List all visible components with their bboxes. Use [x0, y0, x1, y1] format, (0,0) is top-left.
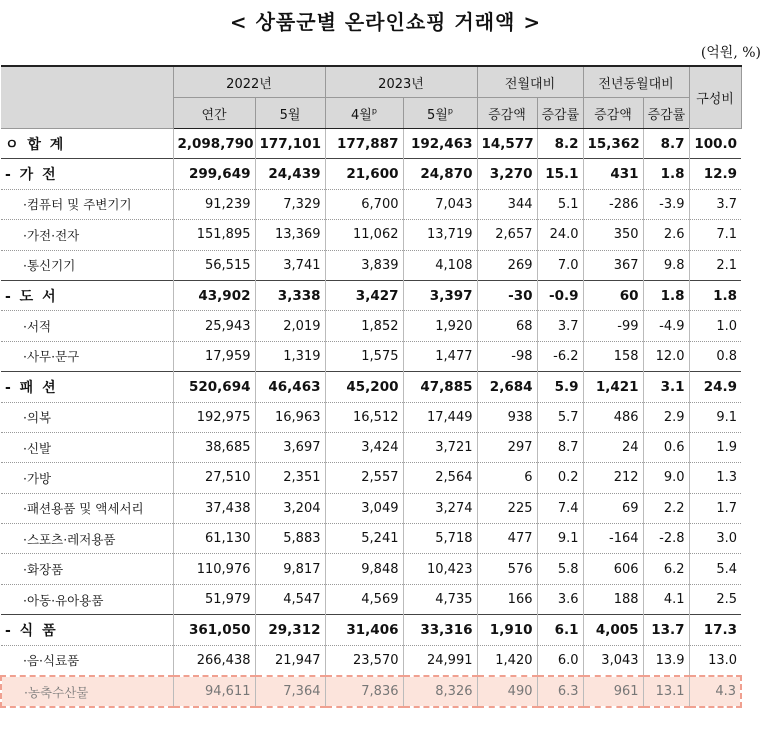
table-cell: 3,270 — [477, 159, 537, 189]
table-cell: 7,836 — [325, 676, 403, 707]
table-cell: 2.5 — [689, 584, 741, 614]
table-cell: 192,463 — [403, 129, 477, 159]
table-row — [1, 311, 741, 341]
header-yoy: 전년동월대비 — [583, 66, 689, 98]
row-label: ·가전·전자 — [1, 220, 173, 250]
table-cell: 24,439 — [255, 159, 325, 189]
table-row — [1, 615, 741, 645]
table-cell: 576 — [477, 554, 537, 584]
table-cell: 0.8 — [689, 341, 741, 371]
table-row — [1, 584, 741, 614]
table-cell: 166 — [477, 584, 537, 614]
table-cell: 12.9 — [689, 159, 741, 189]
table-cell: 2,019 — [255, 311, 325, 341]
table-cell: -2.8 — [643, 524, 689, 554]
table-cell: 2.2 — [643, 493, 689, 523]
table-cell: 1,920 — [403, 311, 477, 341]
header-may-2023: 5월$^p$ — [403, 98, 477, 129]
table-cell: 4,735 — [403, 584, 477, 614]
table-cell: 5,241 — [325, 524, 403, 554]
table-cell: 17.3 — [689, 615, 741, 645]
table-cell: 100.0 — [689, 129, 741, 159]
table-cell: 2,098,790 — [173, 129, 255, 159]
table-cell: 4.3 — [689, 676, 741, 707]
table-row — [1, 341, 741, 371]
table-cell: 9.8 — [643, 250, 689, 280]
header-2023: 2023년 — [325, 66, 477, 98]
table-row — [1, 524, 741, 554]
table-cell: 9.1 — [537, 524, 583, 554]
table-cell: 29,312 — [255, 615, 325, 645]
table-cell: 1,319 — [255, 341, 325, 371]
row-label: ·가방 — [1, 463, 173, 493]
table-cell: 431 — [583, 159, 643, 189]
table-cell: 3,397 — [403, 280, 477, 310]
row-label: ·사무·문구 — [1, 341, 173, 371]
table-cell: 43,902 — [173, 280, 255, 310]
unit-label: (억원, %) — [700, 45, 761, 61]
table-cell: 7,329 — [255, 189, 325, 219]
table-cell: 3,043 — [583, 645, 643, 676]
table-cell: 69 — [583, 493, 643, 523]
table-row — [1, 280, 741, 310]
table-cell: 21,600 — [325, 159, 403, 189]
header-yoy-amount: 증감액 — [583, 98, 643, 129]
table-cell: 7.4 — [537, 493, 583, 523]
table-cell: 8,326 — [403, 676, 477, 707]
row-label: ·스포츠·레저용품 — [1, 524, 173, 554]
table-row — [1, 554, 741, 584]
table-cell: 7.0 — [537, 250, 583, 280]
table-cell: 177,887 — [325, 129, 403, 159]
table-row — [1, 493, 741, 523]
table-cell: 486 — [583, 402, 643, 432]
table-cell: 13,369 — [255, 220, 325, 250]
table-cell: 1.9 — [689, 432, 741, 462]
table-cell: 6,700 — [325, 189, 403, 219]
table-cell: 12.0 — [643, 341, 689, 371]
row-label: ·패션용품 및 액세서리 — [1, 493, 173, 523]
header-yoy-rate: 증감률 — [643, 98, 689, 129]
table-cell: 7,364 — [255, 676, 325, 707]
table-cell: 1,852 — [325, 311, 403, 341]
table-cell: 4.1 — [643, 584, 689, 614]
table-cell: 520,694 — [173, 372, 255, 402]
table-cell: 1.0 — [689, 311, 741, 341]
table-cell: 68 — [477, 311, 537, 341]
table-cell: 5.9 — [537, 372, 583, 402]
table-cell: 192,975 — [173, 402, 255, 432]
table-cell: 37,438 — [173, 493, 255, 523]
table-cell: -164 — [583, 524, 643, 554]
table-cell: 299,649 — [173, 159, 255, 189]
table-cell: 6.2 — [643, 554, 689, 584]
table-cell: 3.7 — [689, 189, 741, 219]
table-row — [1, 372, 741, 402]
table-cell: 5.7 — [537, 402, 583, 432]
table-cell: 1,420 — [477, 645, 537, 676]
table-cell: 297 — [477, 432, 537, 462]
row-label: ·음·식료품 — [1, 645, 173, 676]
table-cell: 3,424 — [325, 432, 403, 462]
table-cell: 15,362 — [583, 129, 643, 159]
table-cell: 27,510 — [173, 463, 255, 493]
table-cell: 3,338 — [255, 280, 325, 310]
table-cell: 17,449 — [403, 402, 477, 432]
header-mom-amount: 증감액 — [477, 98, 537, 129]
table-cell: 9,848 — [325, 554, 403, 584]
header-2022: 2022년 — [173, 66, 325, 98]
table-cell: 961 — [583, 676, 643, 707]
table-cell: 5.4 — [689, 554, 741, 584]
table-row — [1, 250, 741, 280]
table-cell: 23,570 — [325, 645, 403, 676]
table-row — [1, 402, 741, 432]
table-cell: 7.1 — [689, 220, 741, 250]
table-cell: 225 — [477, 493, 537, 523]
header-mom: 전월대비 — [477, 66, 583, 98]
table-cell: 4,547 — [255, 584, 325, 614]
table-row — [1, 129, 741, 159]
table-cell: 2,684 — [477, 372, 537, 402]
table-cell: 1.3 — [689, 463, 741, 493]
table-cell: 21,947 — [255, 645, 325, 676]
table-cell: 1.8 — [643, 280, 689, 310]
table-cell: 3,049 — [325, 493, 403, 523]
row-label: ·컴퓨터 및 주변기기 — [1, 189, 173, 219]
table-cell: 0.6 — [643, 432, 689, 462]
table-cell: 33,316 — [403, 615, 477, 645]
table-cell: 350 — [583, 220, 643, 250]
table-cell: 6.0 — [537, 645, 583, 676]
row-label: - 도 서 — [1, 280, 173, 310]
table-cell: 3,697 — [255, 432, 325, 462]
table-cell: 177,101 — [255, 129, 325, 159]
table-cell: 2,564 — [403, 463, 477, 493]
table-cell: 24,870 — [403, 159, 477, 189]
table-cell: 2,657 — [477, 220, 537, 250]
table-cell: 2.9 — [643, 402, 689, 432]
table-cell: -98 — [477, 341, 537, 371]
table-cell: 361,050 — [173, 615, 255, 645]
table-cell: 51,979 — [173, 584, 255, 614]
row-label: ·화장품 — [1, 554, 173, 584]
table-cell: 9,817 — [255, 554, 325, 584]
table-cell: 1.8 — [689, 280, 741, 310]
table-cell: 31,406 — [325, 615, 403, 645]
table-cell: 8.2 — [537, 129, 583, 159]
table-cell: 3,427 — [325, 280, 403, 310]
table-cell: 9.1 — [689, 402, 741, 432]
table-cell: 15.1 — [537, 159, 583, 189]
table-cell: 1,910 — [477, 615, 537, 645]
table-cell: 938 — [477, 402, 537, 432]
table-cell: 9.0 — [643, 463, 689, 493]
shopping-transaction-table — [0, 65, 742, 708]
row-label: - 가 전 — [1, 159, 173, 189]
table-cell: 11,062 — [325, 220, 403, 250]
table-cell: 24 — [583, 432, 643, 462]
table-cell: -0.9 — [537, 280, 583, 310]
table-cell: 2.1 — [689, 250, 741, 280]
header-mom-rate: 증감률 — [537, 98, 583, 129]
table-cell: 1,477 — [403, 341, 477, 371]
table-cell: 60 — [583, 280, 643, 310]
table-cell: 3,839 — [325, 250, 403, 280]
table-cell: 367 — [583, 250, 643, 280]
row-label: ·통신기기 — [1, 250, 173, 280]
row-label: ·농축수산물 — [1, 676, 173, 707]
table-cell: 17,959 — [173, 341, 255, 371]
table-cell: 344 — [477, 189, 537, 219]
table-row — [1, 189, 741, 219]
table-cell: 13.1 — [643, 676, 689, 707]
table-cell: 2.6 — [643, 220, 689, 250]
row-label: ㅇ 합 계 — [1, 129, 173, 159]
row-label: - 패 션 — [1, 372, 173, 402]
table-row — [1, 220, 741, 250]
header-annual: 연간 — [173, 98, 255, 129]
table-cell: 38,685 — [173, 432, 255, 462]
row-label: ·서적 — [1, 311, 173, 341]
table-cell: 5.8 — [537, 554, 583, 584]
table-cell: 212 — [583, 463, 643, 493]
table-cell: 158 — [583, 341, 643, 371]
table-row — [1, 463, 741, 493]
header-apr-2023: 4월$^p$ — [325, 98, 403, 129]
table-cell: 0.2 — [537, 463, 583, 493]
table-cell: 5,718 — [403, 524, 477, 554]
row-label: - 식 품 — [1, 615, 173, 645]
table-cell: 46,463 — [255, 372, 325, 402]
table-cell: 5,883 — [255, 524, 325, 554]
table-cell: 266,438 — [173, 645, 255, 676]
table-cell: -286 — [583, 189, 643, 219]
table-cell: 3.0 — [689, 524, 741, 554]
table-cell: 2,351 — [255, 463, 325, 493]
table-cell: 24.0 — [537, 220, 583, 250]
header-may-2022: 5월 — [255, 98, 325, 129]
table-cell: 16,512 — [325, 402, 403, 432]
table-cell: 1.8 — [643, 159, 689, 189]
table-cell: 3.6 — [537, 584, 583, 614]
table-cell: -99 — [583, 311, 643, 341]
table-cell: 3,721 — [403, 432, 477, 462]
row-label: ·아동·유아용품 — [1, 584, 173, 614]
table-cell: -30 — [477, 280, 537, 310]
header-category — [1, 66, 173, 129]
table-cell: 13.7 — [643, 615, 689, 645]
table-cell: -3.9 — [643, 189, 689, 219]
table-cell: 1,575 — [325, 341, 403, 371]
table-cell: 606 — [583, 554, 643, 584]
table-cell: 13.0 — [689, 645, 741, 676]
table-cell: 6.3 — [537, 676, 583, 707]
table-row — [1, 432, 741, 462]
table-cell: 7,043 — [403, 189, 477, 219]
table-cell: 56,515 — [173, 250, 255, 280]
table-cell: 6.1 — [537, 615, 583, 645]
table-cell: 8.7 — [643, 129, 689, 159]
table-cell: 4,108 — [403, 250, 477, 280]
table-row — [1, 676, 741, 707]
table-cell: 47,885 — [403, 372, 477, 402]
table-cell: 269 — [477, 250, 537, 280]
table-cell: 24.9 — [689, 372, 741, 402]
table-cell: 16,963 — [255, 402, 325, 432]
table-cell: 61,130 — [173, 524, 255, 554]
table-body — [1, 129, 741, 708]
table-cell: 94,611 — [173, 676, 255, 707]
table-cell: -4.9 — [643, 311, 689, 341]
table-cell: 4,569 — [325, 584, 403, 614]
table-cell: 110,976 — [173, 554, 255, 584]
table-cell: -6.2 — [537, 341, 583, 371]
table-cell: 14,577 — [477, 129, 537, 159]
header-share: 구성비 — [689, 66, 741, 129]
table-cell: 45,200 — [325, 372, 403, 402]
table-cell: 24,991 — [403, 645, 477, 676]
table-cell: 25,943 — [173, 311, 255, 341]
table-cell: 151,895 — [173, 220, 255, 250]
table-cell: 3,274 — [403, 493, 477, 523]
table-cell: 3.7 — [537, 311, 583, 341]
table-row — [1, 159, 741, 189]
table-cell: 188 — [583, 584, 643, 614]
table-cell: 477 — [477, 524, 537, 554]
row-label: ·의복 — [1, 402, 173, 432]
table-cell: 91,239 — [173, 189, 255, 219]
row-label: ·신발 — [1, 432, 173, 462]
table-cell: 13,719 — [403, 220, 477, 250]
table-title: < 상품군별 온라인쇼핑 거래액 > — [229, 10, 542, 34]
table-cell: 3,204 — [255, 493, 325, 523]
table-row — [1, 645, 741, 676]
table-cell: 4,005 — [583, 615, 643, 645]
table-cell: 1.7 — [689, 493, 741, 523]
table-cell: 5.1 — [537, 189, 583, 219]
table-cell: 490 — [477, 676, 537, 707]
table-cell: 6 — [477, 463, 537, 493]
table-cell: 13.9 — [643, 645, 689, 676]
table-cell: 1,421 — [583, 372, 643, 402]
table-cell: 3.1 — [643, 372, 689, 402]
table-cell: 2,557 — [325, 463, 403, 493]
table-cell: 8.7 — [537, 432, 583, 462]
table-cell: 10,423 — [403, 554, 477, 584]
table-cell: 3,741 — [255, 250, 325, 280]
